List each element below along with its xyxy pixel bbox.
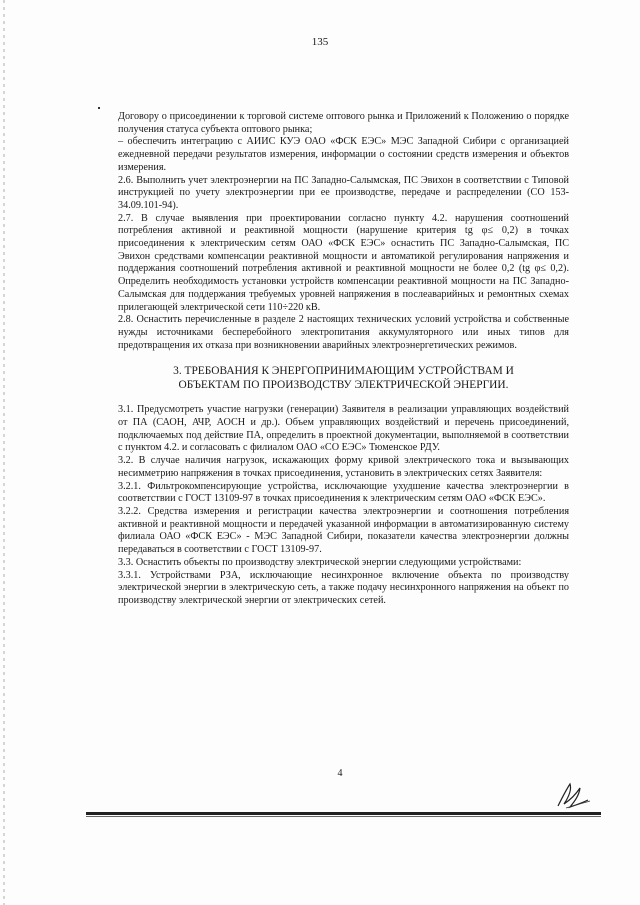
section-title-line-2: ОБЪЕКТАМ ПО ПРОИЗВОДСТВУ ЭЛЕКТРИЧЕСКОЙ ЭНЕРГИИ. bbox=[178, 379, 509, 392]
paragraph-2-6: 2.6. Выполнить учет электроэнергии на ПС Западно-Салымская, ПС Эвихон в соответствии с Типовой инструкцией по учету электроэнергии при ее производстве, передаче и распределении (СО 153-34.09.101-94). bbox=[118, 174, 569, 211]
paragraph-3-2-2: 3.2.2. Средства измерения и регистрации качества электроэнергии и соотношения потребления активной и реактивной мощности и передачей указанной информации в автоматизированную систему филиала ОАО «ФСК ЕЭС» - МЭС Западной Сибири, показатели качества электроэнергии должны передаваться в соответствии с ГОСТ 13109-97. bbox=[118, 505, 569, 556]
signature-mark bbox=[552, 780, 592, 812]
paragraph-3-3-1: 3.3.1. Устройствами РЗА, исключающие несинхронное включение объекта по производству электрической энергии в электрическую сеть, а также подачу несинхронного напряжения на объект по производству электрической энергии от электрических сетей. bbox=[118, 569, 569, 606]
section-title-line-1: 3. ТРЕБОВАНИЯ К ЭНЕРГОПРИНИМАЮЩИМ УСТРОЙСТВАМ И bbox=[173, 365, 514, 378]
paragraph-contract: Договору о присоединении к торговой системе оптового рынка и Приложений к Положению о порядке получения статуса субъекта оптового рынка; bbox=[118, 111, 569, 135]
bottom-rule bbox=[86, 812, 601, 815]
page-number-top: 135 bbox=[311, 36, 329, 48]
paragraph-3-1: 3.1. Предусмотреть участие нагрузки (генерации) Заявителя в реализации управляющих воздействий от ПА (САОН, АЧР, АОСН и др.). Объем управляющих воздействий и перечень присоединений, подключаемых под действие ПА, определить в проектной документации, выполняемой в соответствии с пунктом 4.2. и согласовать с филиалом ОАО «СО ЕЭС» Тюменское РДУ. bbox=[118, 404, 569, 454]
paragraph-2-8: 2.8. Оснастить перечисленные в разделе 2 настоящих технических условий устройства и собственные нужды источниками бесперебойного электропитания аккумуляторного или иных типов для предотвращения их отказа при возникновении аварийных электроэнергетических режимов. bbox=[118, 314, 569, 351]
paragraph-3-2: 3.2. В случае наличия нагрузок, искажающих форму кривой электрического тока и вызывающих несимметрию напряжения в точках присоединения, установить в электрических сетях Заявителя: bbox=[118, 455, 569, 479]
page-number-bottom: 4 bbox=[337, 768, 343, 779]
bottom-rule-thin bbox=[86, 816, 601, 817]
paragraph-integration: – обеспечить интеграцию с АИИС КУЭ ОАО «ФСК ЕЭС» МЭС Западной Сибири с организацией ежедневной передачи результатов измерения, информации о состоянии средств измерения и объектов измерения. bbox=[118, 136, 569, 173]
paragraph-3-3: 3.3. Оснастить объекты по производству электрической энергии следующими устройствами: bbox=[118, 556, 522, 568]
paragraph-3-2-1: 3.2.1. Фильтрокомпенсирующие устройства, исключающие ухудшение качества электроэнергии в соответствии с ГОСТ 13109-97 в точках присоединения к электрическим сетям ОАО «ФСК ЕЭС». bbox=[118, 480, 569, 505]
paragraph-2-7: 2.7. В случае выявления при проектировании согласно пункту 4.2. нарушения соотношений потребления активной и реактивной мощности (нарушение критерия tg φ≤ 0,2) в точках присоединения к электрическим сетям ОАО «ФСК ЕЭС» оснастить ПС Западно-Салымская, ПС Эвихон средствами компенсации реактивной мощности и автоматикой регулирования напряжения и поддержания соотношений потребления активной и реактивной мощности не более 0,2 (tg φ≤ 0,2). Определить необходимость установки устройств компенсации реактивной мощности на ПС Западно-Салымская для поддержания требуемых уровней напряжения в послеаварийных и ремонтных схемах прилегающей электрической сети 110÷220 кВ. bbox=[118, 212, 569, 313]
document-body bbox=[118, 111, 569, 608]
scan-speck bbox=[98, 107, 100, 109]
